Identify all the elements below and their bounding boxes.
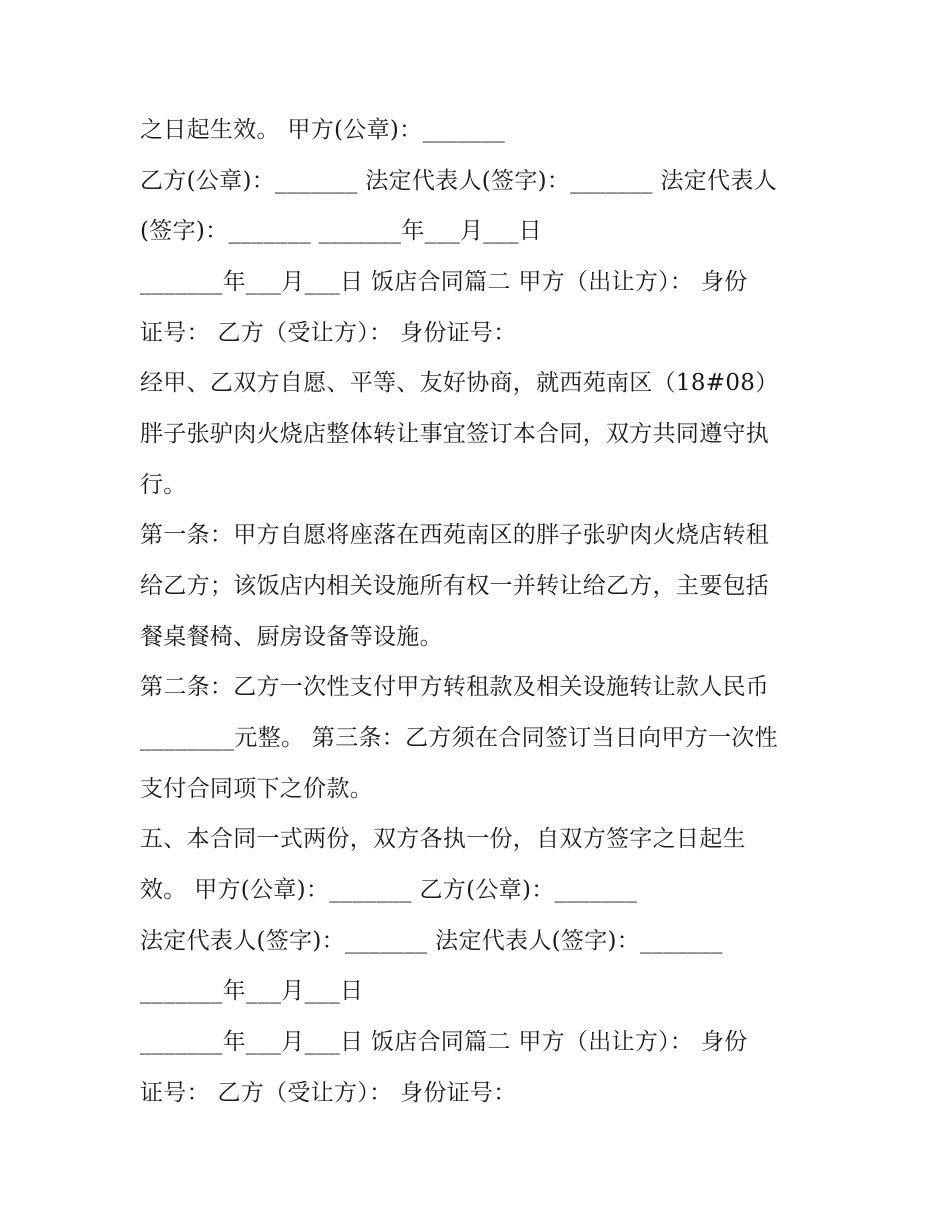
text-line-10: 给乙方；该饭店内相关设施所有权一并转让给乙方，主要包括: [140, 573, 770, 599]
text-line-7: 胖子张驴肉火烧店整体转让事宜签订本合同，双方共同遵守执: [140, 421, 770, 447]
text-line-19: _______年___月___日 饭店合同篇二 甲方（出让方）： 身份: [140, 1029, 748, 1055]
text-line-15: 五、本合同一式两份，双方各执一份，自双方签字之日起生: [140, 826, 746, 852]
text-line-17: 法定代表人(签字)：_______ 法定代表人(签字)：_______: [140, 928, 723, 954]
text-line-1: 之日起生效。 甲方(公章)：_______: [140, 117, 506, 143]
text-line-9: 第一条：甲方自愿将座落在西苑南区的胖子张驴肉火烧店转租: [140, 522, 770, 548]
text-line-14: 支付合同项下之价款。: [140, 776, 373, 802]
text-line-3: (签字)：_______ _______年___月___日: [140, 218, 542, 244]
text-line-13: ________元整。 第三条：乙方须在合同签订当日向甲方一次性: [140, 725, 778, 751]
text-line-5: 证号： 乙方（受让方）： 身份证号：: [140, 320, 517, 346]
text-line-6: 经甲、乙双方自愿、平等、友好协商，就西苑南区（18#08）: [140, 370, 779, 396]
text-line-11: 餐桌餐椅、厨房设备等设施。: [140, 624, 443, 650]
text-line-12: 第二条：乙方一次性支付甲方转租款及相关设施转让款人民币: [140, 674, 770, 700]
text-line-2: 乙方(公章)：_______ 法定代表人(签字)：_______ 法定代表人: [140, 168, 777, 194]
text-line-8: 行。: [140, 472, 187, 498]
text-line-4: _______年___月___日 饭店合同篇二 甲方（出让方）： 身份: [140, 269, 748, 295]
text-line-16: 效。 甲方(公章)：_______ 乙方(公章)：_______: [140, 877, 638, 903]
text-line-20: 证号： 乙方（受让方）： 身份证号：: [140, 1080, 517, 1106]
text-line-18: _______年___月___日: [140, 978, 364, 1004]
